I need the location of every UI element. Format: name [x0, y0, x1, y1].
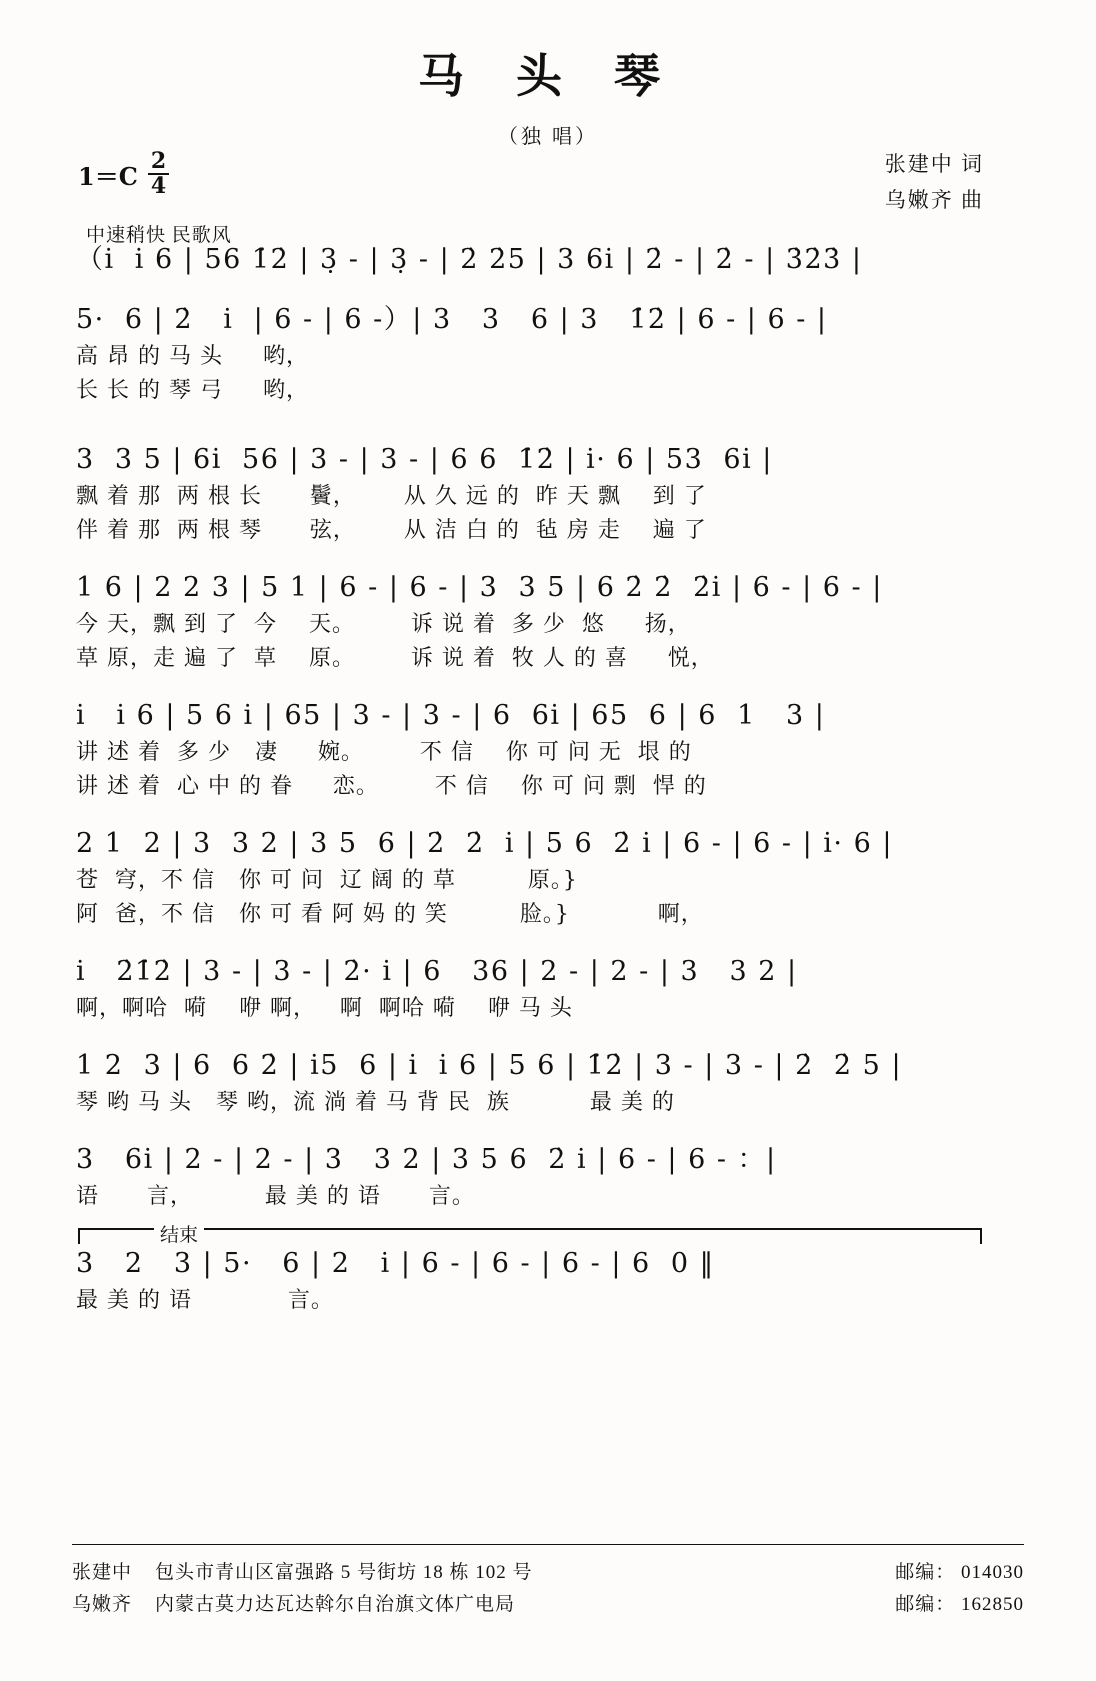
tempo-marking: 中速稍快 民歌风 — [86, 225, 232, 246]
footer-row — [72, 1589, 1024, 1621]
lyric-line: 语 言， 最 美 的 语 言。 — [76, 1184, 475, 1209]
zip-value: 162850 — [961, 1594, 1024, 1615]
footer-name: 张建中 — [72, 1562, 133, 1583]
ending-label: 结束 — [154, 1220, 204, 1247]
ending-bracket-line — [78, 1228, 982, 1244]
lyric-line: 高 昂 的 马 头 哟， — [76, 344, 309, 369]
key-label: 1＝C — [78, 161, 138, 191]
music-system — [72, 824, 1024, 932]
page-title: 马 头 琴 — [417, 49, 679, 103]
footer-contact-block — [72, 1544, 1024, 1621]
lyric-line: 今 天，飘 到 了 今 天。 诉 说 着 多 少 悠 扬， — [76, 612, 691, 637]
footer-address: 内蒙古莫力达瓦达斡尔自治旗文体广电局 — [155, 1594, 516, 1615]
music-system — [72, 1140, 1024, 1214]
time-signature — [148, 150, 169, 198]
music-body — [72, 240, 1024, 1324]
key-signature — [78, 150, 169, 198]
music-system — [72, 240, 1024, 280]
lyricist-credit: 张建中 词 — [884, 152, 984, 176]
footer-name: 乌嫩齐 — [72, 1594, 133, 1615]
zip-label: 邮编： — [895, 1562, 956, 1583]
lyric-line: 长 长 的 琴 弓 哟， — [76, 378, 309, 403]
notation-line: i 2̇1̇2̇ | 3 - | 3 - | 2̇· i | 6 36 | 2 - | 2 - | 3 3 2 | — [76, 956, 798, 987]
notation-line: （i i 6 | 56 1̇2̇ | 3̣ - | 3̣ - | 2̇ 2̇5 | 3 6i | 2̇ - | 2̇ - | 3̇2̇3̇ | — [76, 244, 863, 275]
notation-line: 5· 6 | 2̇ i | 6 - | 6 -）| 3 3 6 | 3 1̇2̇ | 6 - | 6 - | — [76, 304, 828, 335]
footer-right — [895, 1557, 1024, 1589]
footer-left — [72, 1557, 533, 1589]
lyric-line: 阿 爸，不 信 你 可 看 阿 妈 的 笑 脸。} 啊， — [76, 902, 704, 927]
music-system-ending — [72, 1244, 1024, 1318]
page-subtitle: （独 唱） — [498, 126, 598, 148]
lyric-line: 伴 着 那 两 根 琴 弦， 从 洁 白 的 毡 房 走 遍 了 — [76, 518, 707, 543]
music-system — [72, 440, 1024, 548]
footer-address: 包头市青山区富强路 5 号街坊 18 栋 102 号 — [155, 1562, 533, 1583]
music-system — [72, 568, 1024, 676]
notation-line: i i 6 | 5 6 i | 65 | 3 - | 3 - | 6 6i | 65 6 | 6 1 3 | — [76, 700, 826, 731]
ending-bracket — [72, 1220, 1024, 1244]
zip-value: 014030 — [961, 1562, 1024, 1583]
lyric-line: 琴 哟 马 头 琴 哟，流 淌 着 马 背 民 族 最 美 的 — [76, 1090, 675, 1115]
notation-line: 1 6 | 2 2 3 | 5 1 | 6 - | 6 - | 3 3 5 | 6 2̇ 2̇ 2̇i | 6 - | 6 - | — [76, 572, 883, 603]
notation-line: 1 2 3 | 6 6 2̇ | i5 6 | i i 6 | 5 6 | 1̇2̇ | 3 - | 3 - | 2̇ 2̇ 5 | — [76, 1050, 903, 1081]
time-signature-numerator: 2 — [148, 150, 169, 175]
credits-block — [885, 146, 984, 218]
footer-row — [72, 1557, 1024, 1589]
music-system — [72, 952, 1024, 1026]
music-system — [72, 696, 1024, 804]
lyric-line: 飘 着 那 两 根 长 鬢， 从 久 远 的 昨 天 飘 到 了 — [76, 484, 707, 509]
lyric-line: 啊，啊哈 嗬 咿 啊， 啊 啊哈 嗬 咿 马 头 — [76, 996, 573, 1021]
zip-label: 邮编： — [895, 1594, 956, 1615]
composer-credit: 乌嫩齐 曲 — [884, 188, 984, 212]
time-signature-denominator: 4 — [150, 173, 167, 200]
notation-line: 3 6i | 2 - | 2 - | 3 3 2 | 3 5 6 2̇ i | 6 - | 6 - ：| — [76, 1144, 777, 1175]
notation-line: 3 2 3 | 5· 6 | 2 i | 6 - | 6 - | 6 - | 6 0 ‖ — [76, 1248, 715, 1279]
lyric-line: 草 原，走 遍 了 草 原。 诉 说 着 牧 人 的 喜 悦， — [76, 646, 714, 671]
lyric-line: 讲 述 着 多 少 凄 婉。 不 信 你 可 问 无 垠 的 — [76, 740, 692, 765]
footer-right — [895, 1589, 1024, 1621]
notation-line: 3 3 5 | 6i 56 | 3 - | 3 - | 6 6 1̇2̇ | i· 6 | 53 6i | — [76, 444, 773, 475]
sheet-music-page — [0, 40, 1096, 1681]
footer-left — [72, 1589, 515, 1621]
notation-line: 2 1 2 | 3 3 2 | 3 5 6 | 2̇ 2̇ i | 5 6 2̇ i | 6 - | 6 - | i· 6 | — [76, 828, 893, 859]
lyric-line: 最 美 的 语 言。 — [76, 1288, 334, 1313]
music-system — [72, 300, 1024, 408]
music-system — [72, 1046, 1024, 1120]
lyric-line: 讲 述 着 心 中 的 眷 恋。 不 信 你 可 问 剽 悍 的 — [76, 774, 707, 799]
lyric-line: 苍 穹，不 信 你 可 问 辽 阔 的 草 原。} — [76, 868, 578, 893]
